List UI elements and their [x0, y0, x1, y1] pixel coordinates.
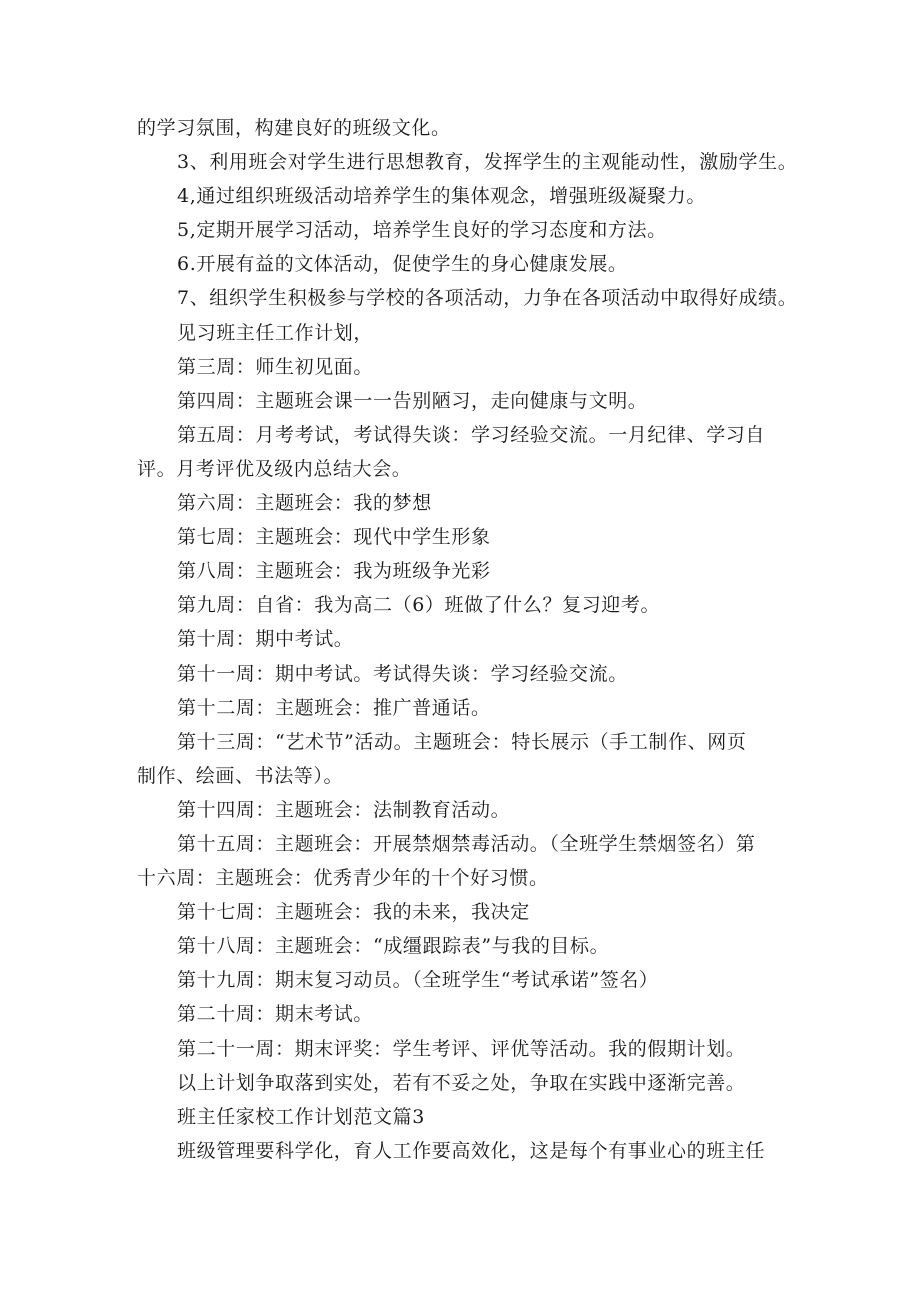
text-line: 第四周：主题班会课一一告别陋习，走向健康与文明。: [177, 389, 648, 412]
text-line: 第三周：师生初见面。: [177, 355, 374, 378]
text-line: 第七周：主题班会：现代中学生形象: [177, 526, 491, 549]
text-line: 第十三周：“艺术节”活动。主题班会：特长展示（手工制作、网页: [177, 730, 747, 753]
text-line: 第十二周：主题班会：推广普通话。: [177, 696, 491, 719]
text-line: 第十九周：期末复习动员。（全班学生“考试承诺”签名）: [177, 969, 659, 992]
text-line: 3、利用班会对学生进行思想教育，发挥学生的主观能动性，激励学生。: [177, 151, 798, 174]
text-line: 以上计划争取落到实处，若有不妥之处，争取在实践中逐渐完善。: [177, 1071, 746, 1094]
text-line: 第十五周：主题班会：开展禁烟禁毒活动。（全班学生禁烟签名）第: [177, 832, 756, 855]
text-line: 第九周：自省：我为高二（6）班做了什么？复习迎考。: [177, 594, 661, 617]
text-line: 第十八周：主题班会：“成缰跟踪表”与我的目标。: [177, 935, 610, 958]
text-line: 第二十周：期末考试。: [177, 1003, 374, 1026]
text-line: 第五周：月考考试，考试得失谈：学习经验交流。一月纪律、学习自: [177, 423, 766, 446]
text-line: 4,通过组织班级活动培养学生的集体观念，增强班级凝聚力。: [177, 185, 706, 208]
text-line: 第十周：期中考试。: [177, 628, 354, 651]
text-line: 7、组织学生积极参与学校的各项活动，力争在各项活动中取得好成绩。: [177, 287, 798, 310]
text-line: 第十一周：期中考试。考试得失谈：学习经验交流。: [177, 662, 628, 685]
text-line: 班主任家校工作计划范文篇3: [177, 1105, 425, 1128]
text-line: 第十四周：主题班会：法制教育活动。: [177, 798, 511, 821]
text-line: 评。月考评优及级内总结大会。: [137, 457, 412, 480]
text-line: 6.开展有益的文体活动，促使学生的身心健康发展。: [177, 253, 628, 276]
text-line: 的学习氛围，构建良好的班级文化。: [137, 117, 451, 139]
text-line: 5,定期开展学习活动，培养学生良好的学习态度和方法。: [177, 219, 667, 242]
text-line: 第二十一周：期末评奖：学生考评、评优等活动。我的假期计划。: [177, 1037, 746, 1060]
text-line: 班级管理要科学化，育人工作要高效化，这是每个有事业心的班主任: [177, 1139, 766, 1162]
document-body: [137, 111, 797, 1168]
text-line: 第十七周：主题班会：我的未来，我决定: [177, 901, 530, 924]
text-line: 第六周：主题班会：我的梦想: [177, 492, 432, 515]
text-line: 制作、绘画、书法等）。: [137, 764, 344, 787]
text-line: 见习班主任工作计划，: [177, 321, 374, 344]
text-line: 第八周：主题班会：我为班级争光彩: [177, 560, 491, 583]
text-line: 十六周：主题班会：优秀青少年的十个好习惯。: [137, 867, 549, 890]
